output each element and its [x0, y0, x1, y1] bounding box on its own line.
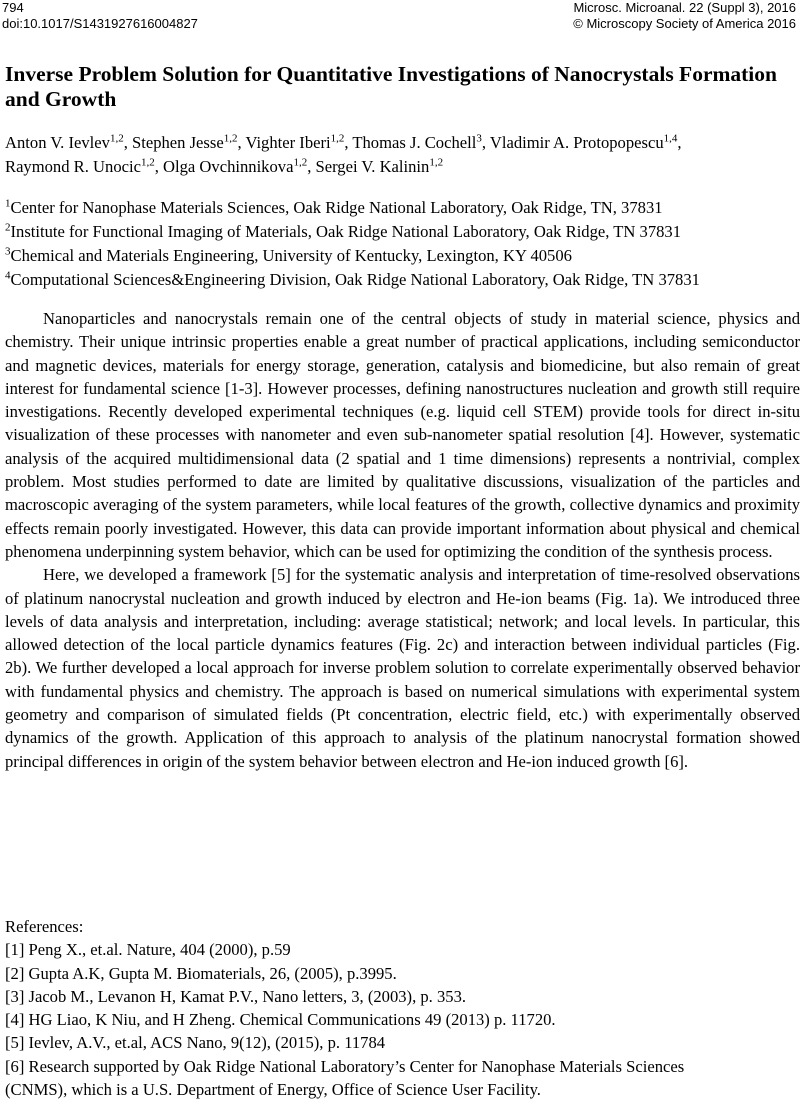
author-list [5, 131, 800, 179]
affiliation-number: 3 [5, 245, 11, 258]
affiliation-text: Chemical and Materials Engineering, University of Kentucky, Lexington, KY 40506 [10, 246, 572, 265]
author-affiliation-mark: 1,2 [429, 156, 444, 169]
author-separator: , [481, 133, 490, 152]
author-name: Stephen Jesse [131, 133, 224, 152]
copyright: © Microscopy Society of America 2016 [573, 16, 796, 31]
affiliation-number: 4 [5, 269, 11, 282]
author-affiliation-mark: 1,2 [330, 132, 345, 145]
reference-item: [6] Research supported by Oak Ridge National Laboratory’s Center for Nanophase Materials Sciences [5, 1056, 685, 1076]
doi: doi:10.1017/S1431927616004827 [2, 16, 198, 31]
affiliation-list [5, 196, 800, 292]
author-affiliation-mark: 1,2 [223, 132, 238, 145]
affiliation-text: Center for Nanophase Materials Sciences, Oak Ridge National Laboratory, Oak Ridge, TN, 37831 [10, 198, 663, 217]
author-name: Olga Ovchinnikova [163, 157, 294, 176]
affiliation [5, 244, 800, 268]
author-name: Sergei V. Kalinin [315, 157, 430, 176]
affiliation-number: 2 [5, 221, 11, 234]
paragraph: Here, we developed a framework [5] for the systematic analysis and interpretation of time-resolved observations of platinum nanocrystal nucleation and growth induced by electron and He-ion beams (Fig. 1a). We introduced three levels of data analysis and interpretation, including: average statistical; network; and local levels. In particular, this allowed detection of the local particle dynamics features (Fig. 2c) and interaction between individual particles (Fig. 2b). We further developed a local approach for inverse problem solution to correlate experimentally observed behavior with fundamental physics and chemistry. The approach is based on numerical simulations with experimental system geometry and comparison of simulated fields (Pt concentration, electric field, etc.) with experimentally observed dynamics of the growth. Application of this approach to analysis of the platinum nanocrystal formation showed principal differences in origin of the system behavior between electron and He-ion induced growth [6]. [5, 565, 800, 771]
reference-item: (CNMS), which is a U.S. Department of Energy, Office of Science User Facility. [5, 1080, 541, 1100]
author-separator: , [123, 133, 132, 152]
author-affiliation-mark: 3 [476, 132, 482, 145]
reference-item: [1] Peng X., et.al. Nature, 404 (2000), p.59 [5, 940, 291, 960]
header-left [2, 0, 198, 32]
author-affiliation-mark: 1,4 [663, 132, 678, 145]
page-number: 794 [2, 0, 24, 15]
references-heading: References: [5, 917, 84, 936]
affiliation-text: Computational Sciences&Engineering Division, Oak Ridge National Laboratory, Oak Ridge, TN 37831 [10, 270, 700, 289]
affiliation-number: 1 [5, 197, 11, 210]
reference-item: [2] Gupta A.K, Gupta M. Biomaterials, 26, (2005), p.3995. [5, 963, 397, 983]
reference-item: [4] HG Liao, K Niu, and H Zheng. Chemical Communications 49 (2013) p. 11720. [5, 1010, 556, 1030]
reference-item: [5] Ievlev, A.V., et.al, ACS Nano, 9(12), (2015), p. 11784 [5, 1033, 386, 1053]
author-separator: , [237, 133, 246, 152]
author-name: Vighter Iberi [245, 133, 331, 152]
author-name: Raymond R. Unocic [5, 157, 141, 176]
author-affiliation-mark: 1,2 [140, 156, 155, 169]
author-name: Anton V. Ievlev [5, 133, 110, 152]
author-separator: , [307, 157, 316, 176]
author-separator: , [677, 133, 682, 152]
affiliation [5, 220, 800, 244]
paragraph: Nanoparticles and nanocrystals remain one of the central objects of study in material science, physics and chemistry. Their unique intrinsic properties enable a great number of practical applications, including semiconductor and magnetic devices, materials for energy storage, generation, catalysis and biomedicine, but also remain of great interest for fundamental science [1-3]. However processes, defining nanostructures nucleation and growth still require investigations. Recently developed experimental techniques (e.g. liquid cell STEM) provide tools for direct in-situ visualization of these processes with nanometer and even sub-nanometer spatial resolution [4]. However, systematic analysis of the acquired multidimensional data (2 spatial and 1 time dimensions) represents a nontrivial, complex problem. Most studies performed to date are limited by qualitative discussions, visualization of the particles and macroscopic averaging of the system parameters, while local features of the growth, collective dynamics and proximity effects remain poorly investigated. However, this data can provide important information about physical and chemical phenomena underpinning system behavior, which can be used for optimizing the condition of the synthesis process. [5, 309, 800, 561]
abstract-body [5, 307, 800, 773]
reference-item: [3] Jacob M., Levanon H, Kamat P.V., Nano letters, 3, (2003), p. 353. [5, 986, 467, 1006]
author-affiliation-mark: 1,2 [109, 132, 124, 145]
affiliation [5, 196, 800, 220]
journal-citation: Microsc. Microanal. 22 (Suppl 3), 2016 [573, 0, 796, 15]
affiliation [5, 268, 800, 292]
header-right [573, 0, 796, 32]
author-name: Thomas J. Cochell [352, 133, 477, 152]
references [5, 915, 800, 1101]
author-affiliation-mark: 1,2 [293, 156, 308, 169]
paper-title: Inverse Problem Solution for Quantitative Investigations of Nanocrystals Formation and Growth [5, 62, 777, 111]
author-separator: , [344, 133, 353, 152]
author-name: Vladimir A. Protopopescu [489, 133, 664, 152]
author-separator: , [154, 157, 164, 176]
affiliation-text: Institute for Functional Imaging of Materials, Oak Ridge National Laboratory, Oak Ridge, TN 37831 [10, 222, 682, 241]
